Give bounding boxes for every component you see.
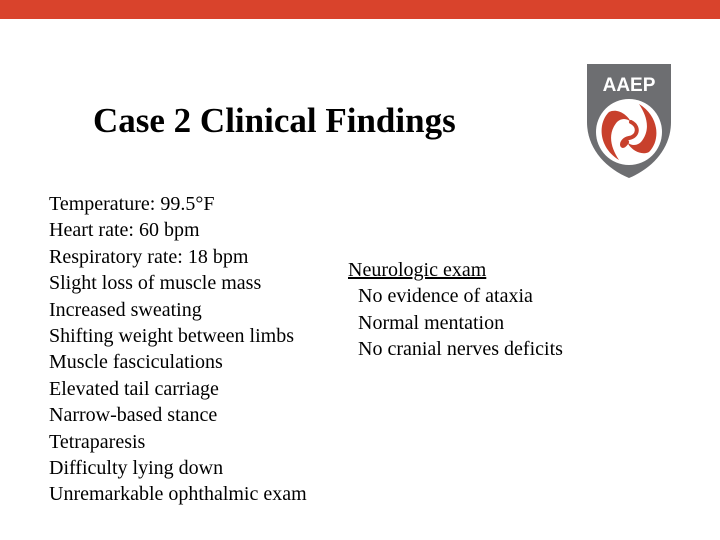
neuro-item: No cranial nerves deficits bbox=[358, 338, 563, 361]
finding-item: Difficulty lying down bbox=[49, 457, 224, 480]
finding-item: Narrow-based stance bbox=[49, 404, 218, 427]
neurologic-exam-list bbox=[348, 283, 563, 362]
finding-item: Tetraparesis bbox=[49, 430, 146, 453]
clinical-findings-list bbox=[49, 191, 307, 508]
neurologic-exam-heading: Neurologic exam bbox=[348, 259, 487, 281]
logo-text: AAEP bbox=[602, 75, 656, 96]
slide-title: Case 2 Clinical Findings bbox=[93, 101, 456, 141]
finding-item: Increased sweating bbox=[49, 298, 202, 321]
neuro-item: Normal mentation bbox=[358, 311, 505, 334]
finding-item: Shifting weight between limbs bbox=[49, 325, 294, 348]
finding-item: Unremarkable ophthalmic exam bbox=[49, 483, 307, 506]
top-accent-bar bbox=[0, 0, 720, 19]
finding-item: Slight loss of muscle mass bbox=[49, 272, 262, 295]
neurologic-exam-block bbox=[348, 257, 563, 363]
finding-item: Muscle fasciculations bbox=[49, 351, 223, 374]
finding-item: Heart rate: 60 bpm bbox=[49, 219, 200, 242]
finding-item: Respiratory rate: 18 bpm bbox=[49, 245, 249, 268]
finding-item: Elevated tail carriage bbox=[49, 377, 219, 400]
aaep-logo-icon bbox=[587, 64, 671, 180]
neuro-item: No evidence of ataxia bbox=[358, 285, 533, 308]
finding-item: Temperature: 99.5°F bbox=[49, 193, 215, 215]
